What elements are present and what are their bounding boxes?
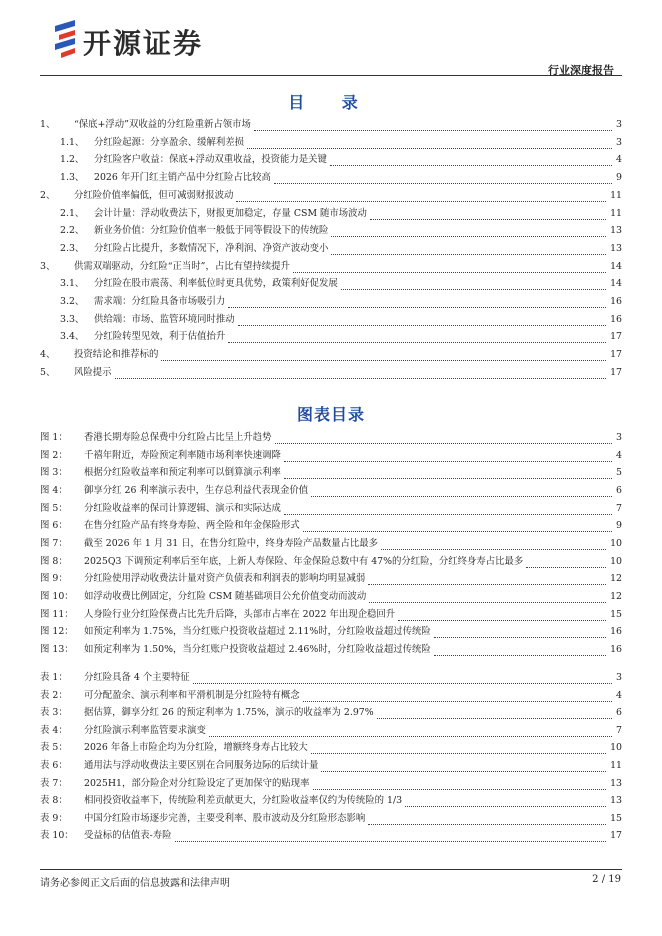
entry-title: 分红险价值率偏低，但可减弱财报波动 xyxy=(74,189,234,201)
entry-page: 7 xyxy=(616,502,622,514)
entry-page: 11 xyxy=(610,760,622,771)
toc-entry[interactable] xyxy=(40,329,622,345)
entry-title: 分红险具备 4 个主要特征 xyxy=(84,672,190,683)
toc-entry[interactable] xyxy=(40,259,622,275)
dot-leader xyxy=(313,776,607,790)
entry-number: 3.3、 xyxy=(60,313,85,325)
entry-title: 通用法与浮动收费法主要区别在合同服务边际的后续计量 xyxy=(84,760,319,771)
entry-title: 中国分红险市场逐步完善，主要受利率、股市波动及分红险形态影响 xyxy=(84,812,366,824)
figure-entry[interactable] xyxy=(40,607,622,623)
dot-leader xyxy=(175,828,607,842)
entry-title: 如浮动收费比例固定，分红险 CSM 随基础项目公允价值变动而波动 xyxy=(84,590,367,602)
entry-title: 根据分红险收益率和预定利率可以倒算演示利率 xyxy=(84,467,281,479)
dot-leader xyxy=(331,223,606,237)
table-entry[interactable] xyxy=(40,670,622,686)
dot-leader xyxy=(368,811,606,825)
toc-entry[interactable] xyxy=(40,117,622,133)
dot-leader xyxy=(377,705,612,719)
entry-title: 风险提示 xyxy=(74,366,112,378)
toc-entry[interactable] xyxy=(40,223,622,239)
dot-leader xyxy=(311,483,612,497)
figure-entry[interactable] xyxy=(40,448,622,464)
entry-page: 14 xyxy=(610,278,622,290)
entry-number: 1、 xyxy=(40,119,56,130)
entry-page: 6 xyxy=(616,484,622,496)
entry-number: 表 6： xyxy=(40,760,68,771)
table-entry[interactable] xyxy=(40,776,622,792)
toc-entry[interactable] xyxy=(40,294,622,310)
dot-leader xyxy=(321,758,606,772)
entry-number: 3.4、 xyxy=(60,331,85,343)
entry-page: 13 xyxy=(610,225,622,237)
entry-page: 11 xyxy=(610,207,622,219)
figure-entry[interactable] xyxy=(40,589,622,605)
entry-number: 4、 xyxy=(40,349,56,361)
dot-leader xyxy=(236,188,606,202)
entry-title: 御享分红 26 利率演示表中，生存总利益代表现金价值 xyxy=(84,484,309,496)
entry-number: 图 2： xyxy=(40,449,68,461)
entry-number: 2、 xyxy=(40,189,56,201)
dot-leader xyxy=(238,312,606,326)
entry-title: 2025Q3 下调预定利率后至年底，上新人寿保险、年金保险总数中有 47%的分红险，分红终身寿占比最多 xyxy=(84,555,524,567)
entry-page: 13 xyxy=(610,777,622,789)
entry-number: 图 9： xyxy=(40,573,68,585)
toc-entry[interactable] xyxy=(40,206,622,222)
entry-page: 4 xyxy=(616,154,622,166)
entry-page: 15 xyxy=(610,608,622,620)
entry-number: 图 1： xyxy=(40,432,68,443)
entry-page: 17 xyxy=(610,830,622,842)
dot-leader xyxy=(209,723,612,737)
dot-leader xyxy=(434,624,606,638)
dot-leader xyxy=(228,329,606,343)
entry-page: 3 xyxy=(616,672,622,683)
entry-number: 2.1、 xyxy=(60,207,85,219)
entry-page: 9 xyxy=(616,520,622,532)
table-entry[interactable] xyxy=(40,688,622,704)
table-entry[interactable] xyxy=(40,740,622,756)
dot-leader xyxy=(331,241,606,255)
entry-page: 13 xyxy=(610,795,622,807)
entry-title: 如预定利率为 1.75%，当分红账户投资收益超过 2.11%时，分红险收益超过传统险 xyxy=(84,626,431,638)
entry-title: 2026 年备上市险企均为分红险，增额终身寿占比较大 xyxy=(84,742,308,754)
entry-number: 1.1、 xyxy=(60,136,85,148)
toc-entry[interactable] xyxy=(40,241,622,257)
entry-number: 3、 xyxy=(40,260,56,272)
entry-page: 12 xyxy=(610,573,622,585)
entry-number: 图 7： xyxy=(40,537,68,549)
dot-leader xyxy=(293,259,606,273)
report-type-label: 行业深度报告 xyxy=(548,64,614,77)
entry-page: 16 xyxy=(610,313,622,325)
dot-leader xyxy=(284,465,612,479)
entry-title: 新业务价值：分红险价值率一般低于同等假设下的传统险 xyxy=(94,225,329,237)
dot-leader xyxy=(434,642,606,656)
entry-number: 图 4： xyxy=(40,484,68,496)
footer-divider xyxy=(40,869,622,870)
dot-leader xyxy=(303,518,612,532)
entry-title: 分红险客户收益：保底+浮动双重收益，投资能力是关键 xyxy=(94,154,327,166)
entry-number: 表 4： xyxy=(40,724,68,736)
entry-title: 2025H1，部分险企对分红险设定了更加保守的贴现率 xyxy=(84,777,310,789)
toc-entry[interactable] xyxy=(40,170,622,186)
entry-page: 11 xyxy=(610,189,622,201)
entry-number: 图 10： xyxy=(40,590,74,602)
toc-entry[interactable] xyxy=(40,276,622,292)
dot-leader xyxy=(275,430,613,444)
dot-leader xyxy=(303,688,612,702)
entry-number: 表 3： xyxy=(40,707,68,719)
toc-title: 目 录 xyxy=(288,93,374,112)
dot-leader xyxy=(369,589,606,603)
entry-page: 14 xyxy=(610,260,622,272)
entry-page: 3 xyxy=(616,119,622,130)
entry-number: 3.2、 xyxy=(60,296,85,307)
entry-page: 17 xyxy=(610,349,622,361)
dot-leader xyxy=(398,607,606,621)
entry-title: 会计计量：浮动收费法下，财报更加稳定，存量 CSM 随市场波动 xyxy=(94,207,367,219)
entry-title: 受益标的估值表-寿险 xyxy=(84,830,172,842)
toc-entry[interactable] xyxy=(40,365,622,381)
dot-leader xyxy=(330,152,612,166)
entry-page: 4 xyxy=(616,689,622,701)
entry-title: 截至 2026 年 1 月 31 日，在售分红险中，终身寿险产品数量占比最多 xyxy=(84,537,379,549)
entry-title: 人身险行业分红险保费占比先升后降，头部市占率在 2022 年出现企稳回升 xyxy=(84,608,396,620)
entry-title: 分红险使用浮动收费法计量对资产负债表和利润表的影响均明显减弱 xyxy=(84,573,366,585)
dot-leader xyxy=(284,501,612,515)
entry-page: 16 xyxy=(610,643,622,655)
entry-number: 表 5： xyxy=(40,742,68,754)
entry-page: 5 xyxy=(616,467,622,479)
entry-number: 表 1： xyxy=(40,672,68,683)
logo-mark-icon xyxy=(55,20,75,58)
dot-leader xyxy=(161,347,606,361)
dot-leader xyxy=(228,294,606,308)
dot-leader xyxy=(341,276,606,290)
figure-entry[interactable] xyxy=(40,642,622,658)
toc-entry[interactable] xyxy=(40,188,622,204)
entry-number: 图 8： xyxy=(40,555,68,567)
table-entry[interactable] xyxy=(40,705,622,721)
toc-entry[interactable] xyxy=(40,347,622,363)
figure-entry[interactable] xyxy=(40,518,622,534)
entry-title: 分红险起源：分享盈余、缓解利差损 xyxy=(94,136,245,148)
entry-page: 10 xyxy=(610,555,622,567)
entry-title: 可分配盈余、演示利率和平滑机制是分红险特有概念 xyxy=(84,689,300,701)
company-name: 开源证券 xyxy=(83,27,204,60)
entry-title: 投资结论和推荐标的 xyxy=(74,349,159,361)
entry-title: 如预定利率为 1.50%，当分红账户投资收益超过 2.46%时，分红险收益超过传统险 xyxy=(84,643,431,655)
dot-leader xyxy=(368,571,606,585)
entry-number: 1.2、 xyxy=(60,154,85,166)
page-number: 2 / 19 xyxy=(592,874,621,885)
table-entry[interactable] xyxy=(40,811,622,827)
entry-number: 2.2、 xyxy=(60,225,85,237)
entry-page: 7 xyxy=(616,724,622,736)
entry-number: 5、 xyxy=(40,366,56,378)
table-entry[interactable] xyxy=(40,793,622,809)
entry-title: 分红险收益率的保司计算逻辑、演示和实际达成 xyxy=(84,502,281,514)
entry-number: 图 11： xyxy=(40,608,74,620)
dot-leader xyxy=(381,536,606,550)
entry-page: 4 xyxy=(616,449,622,461)
dot-leader xyxy=(284,448,612,462)
entry-page: 6 xyxy=(616,707,622,719)
dot-leader xyxy=(247,135,612,149)
table-entry[interactable] xyxy=(40,828,622,844)
dot-leader xyxy=(193,670,612,684)
entry-title: 在售分红险产品有终身寿险、两全险和年金保险形式 xyxy=(84,520,300,532)
figures-title: 图表目录 xyxy=(296,405,365,424)
entry-title: 分红险演示利率监管要求演变 xyxy=(84,724,206,736)
entry-number: 图 13： xyxy=(40,643,74,655)
entry-page: 10 xyxy=(610,742,622,754)
figure-entry[interactable] xyxy=(40,501,622,517)
table-entry[interactable] xyxy=(40,758,622,774)
entry-number: 1.3、 xyxy=(60,172,85,184)
entry-title: 分红险占比提升，多数情况下，净利润、净资产波动变小 xyxy=(94,242,329,254)
entry-title: 据估算，御享分红 26 的预定利率为 1.75%，演示的收益率为 2.97% xyxy=(84,707,374,719)
toc-entry[interactable] xyxy=(40,135,622,151)
entry-page: 3 xyxy=(616,136,622,148)
entry-title: “保底+浮动”双收益的分红险重新占领市场 xyxy=(74,119,251,130)
entry-number: 图 6： xyxy=(40,520,68,532)
entry-page: 12 xyxy=(610,590,622,602)
entry-number: 图 12： xyxy=(40,626,74,638)
figure-entry[interactable] xyxy=(40,536,622,552)
toc-entry[interactable] xyxy=(40,152,622,168)
dot-leader xyxy=(115,365,607,379)
figure-entry[interactable] xyxy=(40,430,622,446)
entry-page: 17 xyxy=(610,366,622,378)
entry-title: 千禧年附近，寿险预定利率随市场利率快速调降 xyxy=(84,449,281,461)
entry-title: 2026 年开门红主销产品中分红险占比较高 xyxy=(94,172,271,184)
entry-page: 15 xyxy=(610,812,622,824)
dot-leader xyxy=(274,170,612,184)
dot-leader xyxy=(405,793,606,807)
entry-page: 16 xyxy=(610,296,622,307)
entry-page: 3 xyxy=(616,432,622,443)
entry-page: 16 xyxy=(610,626,622,638)
figure-entry[interactable] xyxy=(40,624,622,640)
entry-page: 9 xyxy=(616,172,622,184)
entry-page: 10 xyxy=(610,537,622,549)
table-entry[interactable] xyxy=(40,723,622,739)
figure-entry[interactable] xyxy=(40,571,622,587)
entry-number: 表 2： xyxy=(40,689,68,701)
entry-number: 表 10： xyxy=(40,830,74,842)
entry-title: 供需双端驱动，分红险“正当时”，占比有望持续提升 xyxy=(74,260,290,272)
figure-entry[interactable] xyxy=(40,465,622,481)
entry-number: 表 9： xyxy=(40,812,68,824)
figure-entry[interactable] xyxy=(40,483,622,499)
entry-title: 供给端：市场、监管环境同时推动 xyxy=(94,313,235,325)
dot-leader xyxy=(311,740,606,754)
entry-title: 香港长期寿险总保费中分红险占比呈上升趋势 xyxy=(84,432,272,443)
dot-leader xyxy=(254,117,612,131)
entry-number: 表 8： xyxy=(40,795,68,807)
header-divider xyxy=(40,75,622,76)
figure-entry[interactable] xyxy=(40,554,622,570)
dot-leader xyxy=(526,554,606,568)
entry-number: 表 7： xyxy=(40,777,68,789)
footer-disclaimer: 请务必参阅正文后面的信息披露和法律声明 xyxy=(40,878,230,889)
entry-title: 分红险转型见效，利于估值抬升 xyxy=(94,331,226,343)
entry-title: 相同投资收益率下，传统险利差贡献更大，分红险收益率仅约为传统险的 1/3 xyxy=(84,795,403,807)
toc-entry[interactable] xyxy=(40,312,622,328)
entry-number: 图 5： xyxy=(40,502,68,514)
entry-title: 分红险在股市震荡、利率低位时更具优势，政策利好促发展 xyxy=(94,278,338,290)
entry-number: 图 3： xyxy=(40,467,68,479)
dot-leader xyxy=(370,206,606,220)
entry-page: 13 xyxy=(610,242,622,254)
entry-page: 17 xyxy=(610,331,622,343)
entry-title: 需求端：分红险具备市场吸引力 xyxy=(94,296,226,307)
entry-number: 2.3、 xyxy=(60,242,85,254)
entry-number: 3.1、 xyxy=(60,278,85,290)
